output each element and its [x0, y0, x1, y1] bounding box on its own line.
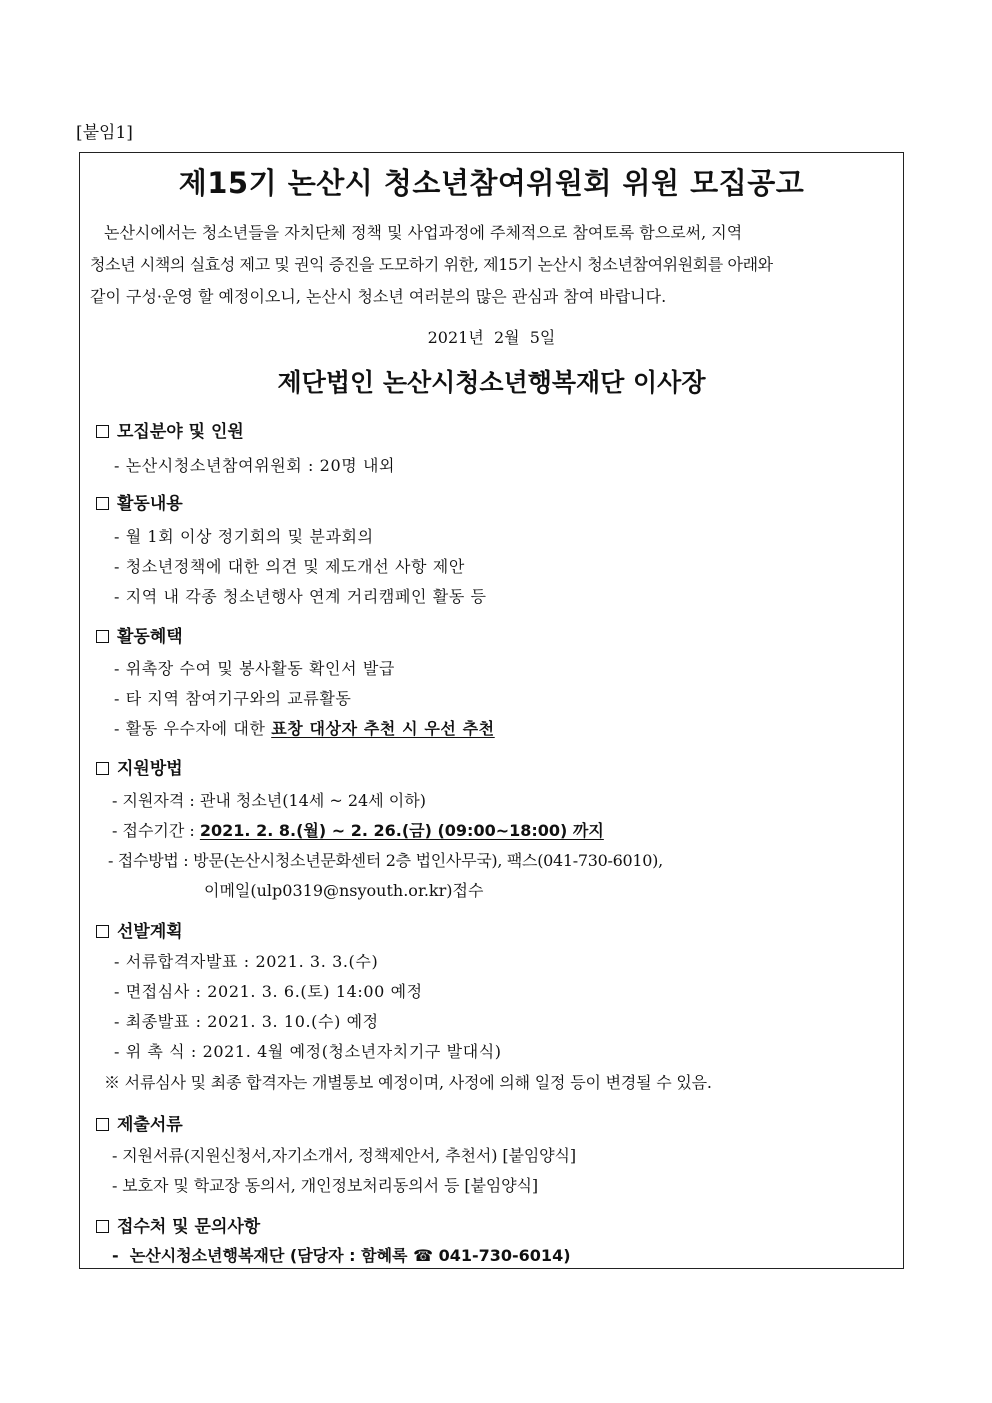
list-item: - 활동 우수자에 대한 표창 대상자 추천 시 우선 추천 — [114, 719, 495, 738]
list-item: - 면접심사 : 2021. 3. 6.(토) 14:00 예정 — [114, 982, 423, 1001]
list-item: - 보호자 및 학교장 동의서, 개인정보처리동의서 등 [붙임양식] — [112, 1176, 539, 1195]
notice-frame — [79, 152, 904, 1269]
list-item: - 논산시청소년참여위원회 : 20명 내외 — [114, 456, 396, 475]
section-heading-recruit: 모집분야 및 인원 — [96, 417, 244, 442]
list-item: - 위촉장 수여 및 봉사활동 확인서 발급 — [114, 659, 395, 678]
section-heading-contact: 접수처 및 문의사항 — [96, 1212, 260, 1237]
section-heading-activity: 활동내용 — [96, 489, 183, 514]
emphasis-text: 표창 대상자 추천 시 우선 추천 — [271, 719, 495, 738]
intro-line-3: 같이 구성·운영 할 예정이오니, 논산시 청소년 여러분의 많은 관심과 참여 바랍니다. — [90, 287, 667, 306]
list-item: - 월 1회 이상 정기회의 및 분과회의 — [114, 527, 374, 546]
list-item: - 청소년정책에 대한 의견 및 제도개선 사항 제안 — [114, 557, 465, 576]
list-item: - 최종발표 : 2021. 3. 10.(수) 예정 — [114, 1012, 379, 1031]
checkbox-square-icon — [96, 1118, 109, 1131]
telephone-icon: ☎ — [413, 1246, 434, 1265]
list-item: - 타 지역 참여기구와의 교류활동 — [114, 689, 352, 708]
attachment-label: [붙임1] — [76, 123, 133, 143]
note-text: ※ 서류심사 및 최종 합격자는 개별통보 예정이며, 사정에 의해 일정 등이 변경될 수 있음. — [104, 1073, 712, 1092]
contact-line: - 논산시청소년행복재단 (담당자 : 함혜록 ☎ 041-730-6014) — [112, 1246, 571, 1265]
list-item: - 지원자격 : 관내 청소년(14세 ~ 24세 이하) — [112, 791, 426, 810]
emphasis-text: 2021. 2. 8.(월) ~ 2. 26.(금) (09:00~18:00) 까지 — [199, 821, 604, 840]
section-heading-apply: 지원방법 — [96, 754, 183, 779]
notice-title: 제15기 논산시 청소년참여위원회 위원 모집공고 — [178, 166, 805, 200]
list-item: - 지역 내 각종 청소년행사 연계 거리캠페인 활동 등 — [114, 587, 487, 606]
checkbox-square-icon — [96, 497, 109, 510]
list-item: - 접수방법 : 방문(논산시청소년문화센터 2층 법인사무국), 팩스(041-730-6010), — [108, 851, 663, 870]
organization-name: 제단법인 논산시청소년행복재단 이사장 — [277, 368, 706, 397]
notice-date: 2021년 2월 5일 — [427, 328, 556, 347]
list-item: - 지원서류(지원신청서,자기소개서, 정책제안서, 추천서) [붙임양식] — [112, 1146, 577, 1165]
intro-line-2: 청소년 시책의 실효성 제고 및 권익 증진을 도모하기 위한, 제15기 논산시 청소년참여위원회를 아래와 — [90, 255, 773, 274]
section-heading-benefit: 활동혜택 — [96, 622, 183, 647]
checkbox-square-icon — [96, 630, 109, 643]
list-item: - 서류합격자발표 : 2021. 3. 3.(수) — [114, 952, 379, 971]
list-item: 이메일(ulp0319@nsyouth.or.kr)접수 — [204, 881, 484, 900]
checkbox-square-icon — [96, 925, 109, 938]
intro-line-1: 논산시에서는 청소년들을 자치단체 정책 및 사업과정에 주체적으로 참여토록 함으로써, 지역 — [104, 223, 743, 242]
checkbox-square-icon — [96, 762, 109, 775]
intro-paragraph — [90, 217, 893, 313]
list-item: - 접수기간 : 2021. 2. 8.(월) ~ 2. 26.(금) (09:00~18:00) 까지 — [112, 821, 604, 840]
checkbox-square-icon — [96, 425, 109, 438]
section-heading-selection: 선발계획 — [96, 917, 183, 942]
list-item: - 위 촉 식 : 2021. 4월 예정(청소년자치기구 발대식) — [114, 1042, 502, 1061]
checkbox-square-icon — [96, 1220, 109, 1233]
section-heading-documents: 제출서류 — [96, 1110, 183, 1135]
